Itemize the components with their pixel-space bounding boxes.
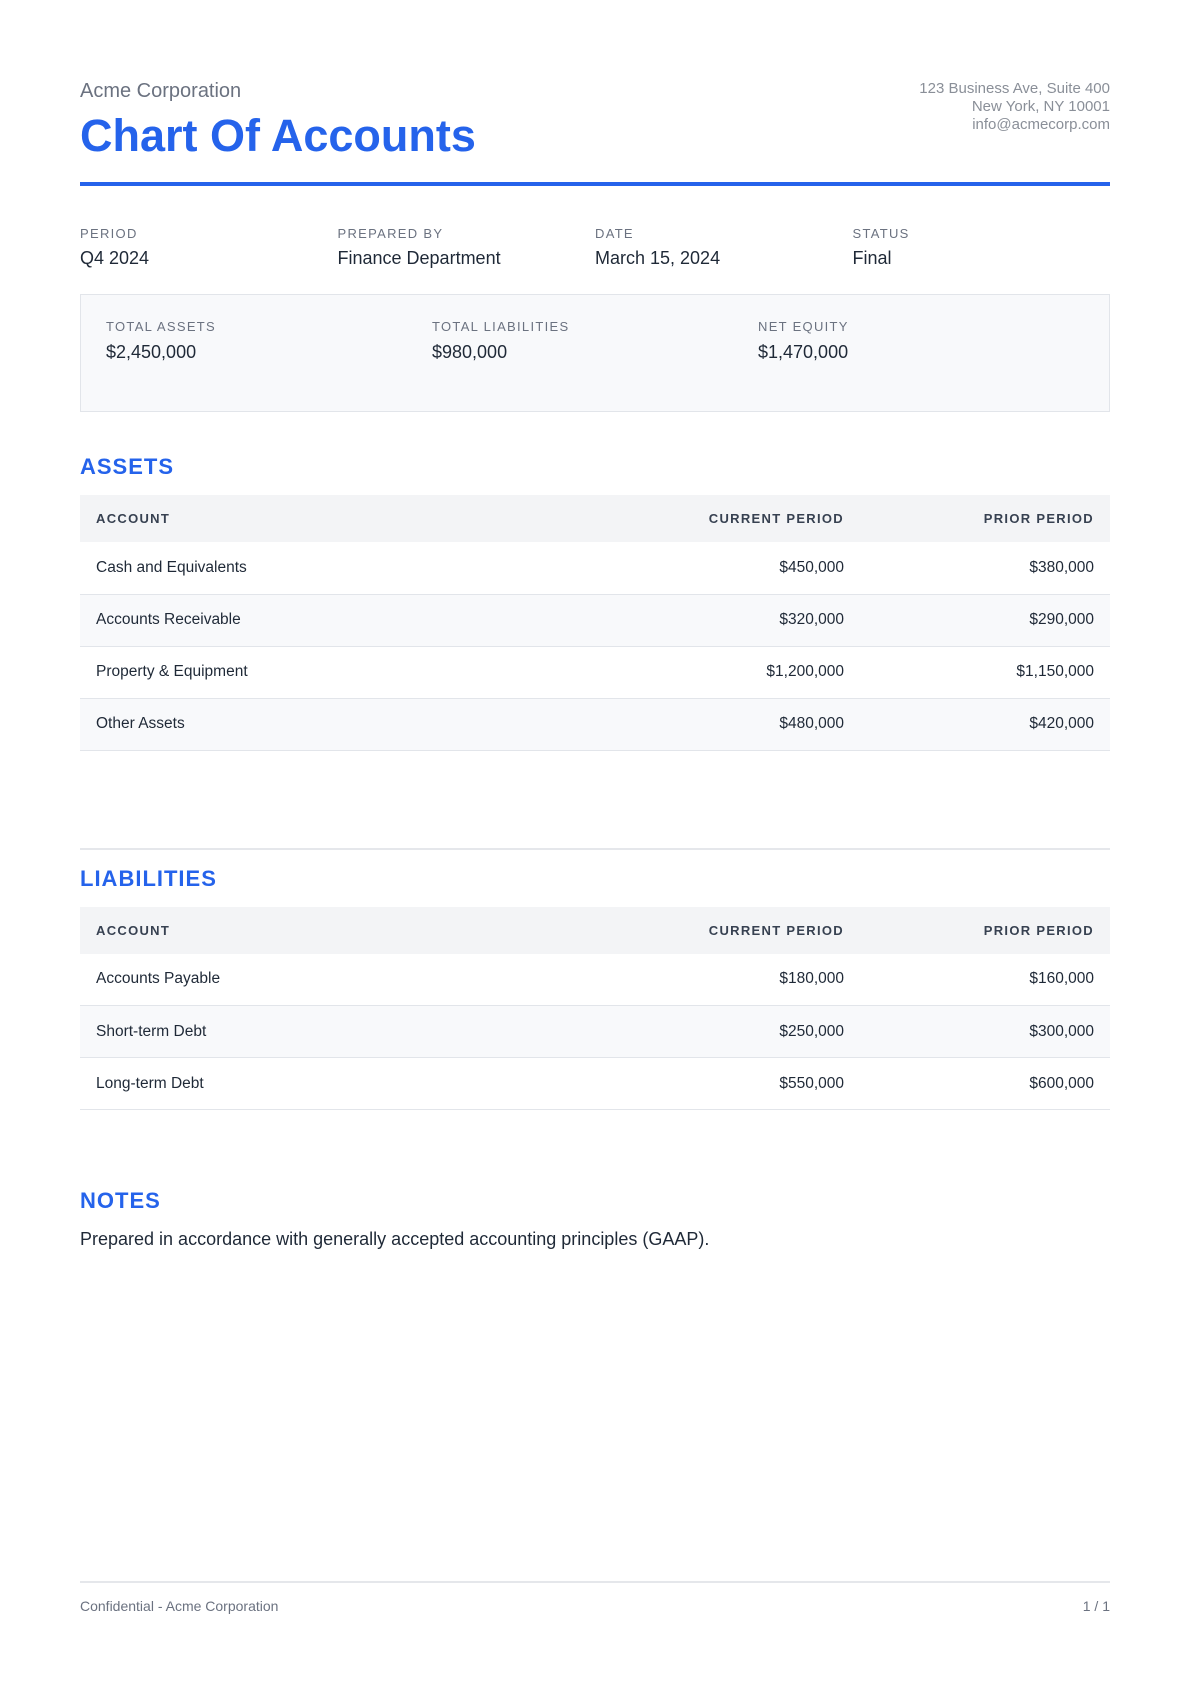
account-name: Other Assets xyxy=(80,698,610,750)
page-title: Chart Of Accounts xyxy=(80,110,476,161)
prior-period-value: $380,000 xyxy=(860,542,1110,594)
liabilities-section xyxy=(80,866,1110,1111)
table-row xyxy=(80,594,1110,646)
current-period-value: $180,000 xyxy=(610,954,860,1006)
table-row xyxy=(80,954,1110,1006)
summary-box xyxy=(80,294,1110,412)
account-name: Cash and Equivalents xyxy=(80,542,610,594)
account-name: Accounts Receivable xyxy=(80,594,610,646)
table-row xyxy=(80,646,1110,698)
prior-period-value: $300,000 xyxy=(860,1006,1110,1058)
company-name: Acme Corporation xyxy=(80,80,242,102)
summary-value: $2,450,000 xyxy=(106,342,197,362)
footer-confidential: Confidential - Acme Corporation xyxy=(80,1598,279,1614)
page-footer xyxy=(80,1581,1110,1614)
meta-value: March 15, 2024 xyxy=(595,248,721,268)
section-divider xyxy=(80,848,1110,850)
page-number: 1 / 1 xyxy=(1082,1598,1110,1614)
status-badge: Final xyxy=(852,248,892,268)
summary-label: TOTAL LIABILITIES xyxy=(432,319,570,334)
meta-period xyxy=(80,226,338,269)
prior-period-value: $600,000 xyxy=(860,1058,1110,1110)
table-row xyxy=(80,1058,1110,1110)
current-period-value: $550,000 xyxy=(610,1058,860,1110)
summary-label: NET EQUITY xyxy=(758,319,849,334)
meta-label: PREPARED BY xyxy=(337,226,444,241)
column-header-account: ACCOUNT xyxy=(80,907,610,954)
summary-total-liabilities xyxy=(432,319,758,411)
assets-section xyxy=(80,454,1110,751)
table-row xyxy=(80,1006,1110,1058)
column-header-current-period: CURRENT PERIOD xyxy=(610,495,860,542)
column-header-prior-period: PRIOR PERIOD xyxy=(860,495,1110,542)
column-header-current-period: CURRENT PERIOD xyxy=(610,907,860,954)
current-period-value: $1,200,000 xyxy=(610,646,860,698)
assets-table xyxy=(80,495,1110,751)
document-meta xyxy=(80,226,1110,269)
section-title-assets: ASSETS xyxy=(80,454,175,479)
address-line-2: New York, NY 10001 xyxy=(971,98,1110,115)
liabilities-table xyxy=(80,907,1110,1111)
document-header xyxy=(80,0,1110,186)
meta-label: DATE xyxy=(595,226,634,241)
notes-text: Prepared in accordance with generally accepted accounting principles (GAAP). xyxy=(80,1229,710,1249)
prior-period-value: $1,150,000 xyxy=(860,646,1110,698)
summary-value: $1,470,000 xyxy=(758,342,849,362)
meta-label: STATUS xyxy=(852,226,910,241)
column-header-account: ACCOUNT xyxy=(80,495,610,542)
prior-period-value: $290,000 xyxy=(860,594,1110,646)
prior-period-value: $420,000 xyxy=(860,698,1110,750)
table-row xyxy=(80,698,1110,750)
table-row xyxy=(80,542,1110,594)
section-title-liabilities: LIABILITIES xyxy=(80,865,217,891)
account-name: Accounts Payable xyxy=(80,954,610,1006)
meta-label: PERIOD xyxy=(80,226,138,241)
account-name: Short-term Debt xyxy=(80,1006,610,1058)
meta-status xyxy=(853,226,1111,269)
summary-total-assets xyxy=(106,319,432,411)
company-address xyxy=(919,80,1110,134)
account-name: Property & Equipment xyxy=(80,646,610,698)
summary-label: TOTAL ASSETS xyxy=(106,319,217,334)
table-header-row xyxy=(80,907,1110,954)
meta-prepared-by xyxy=(338,226,596,269)
summary-net-equity xyxy=(758,319,1084,411)
column-header-prior-period: PRIOR PERIOD xyxy=(860,907,1110,954)
current-period-value: $250,000 xyxy=(610,1006,860,1058)
summary-value: $980,000 xyxy=(432,342,508,362)
current-period-value: $450,000 xyxy=(610,542,860,594)
table-header-row xyxy=(80,495,1110,542)
company-email: info@acmecorp.com xyxy=(972,116,1110,133)
meta-value: Finance Department xyxy=(337,248,501,268)
address-line-1: 123 Business Ave, Suite 400 xyxy=(919,80,1110,97)
section-title-notes: NOTES xyxy=(80,1188,161,1213)
prior-period-value: $160,000 xyxy=(860,954,1110,1006)
meta-value: Q4 2024 xyxy=(80,248,150,268)
account-name: Long-term Debt xyxy=(80,1058,610,1110)
meta-date xyxy=(595,226,853,269)
notes-section xyxy=(80,1188,1110,1251)
current-period-value: $320,000 xyxy=(610,594,860,646)
current-period-value: $480,000 xyxy=(610,698,860,750)
